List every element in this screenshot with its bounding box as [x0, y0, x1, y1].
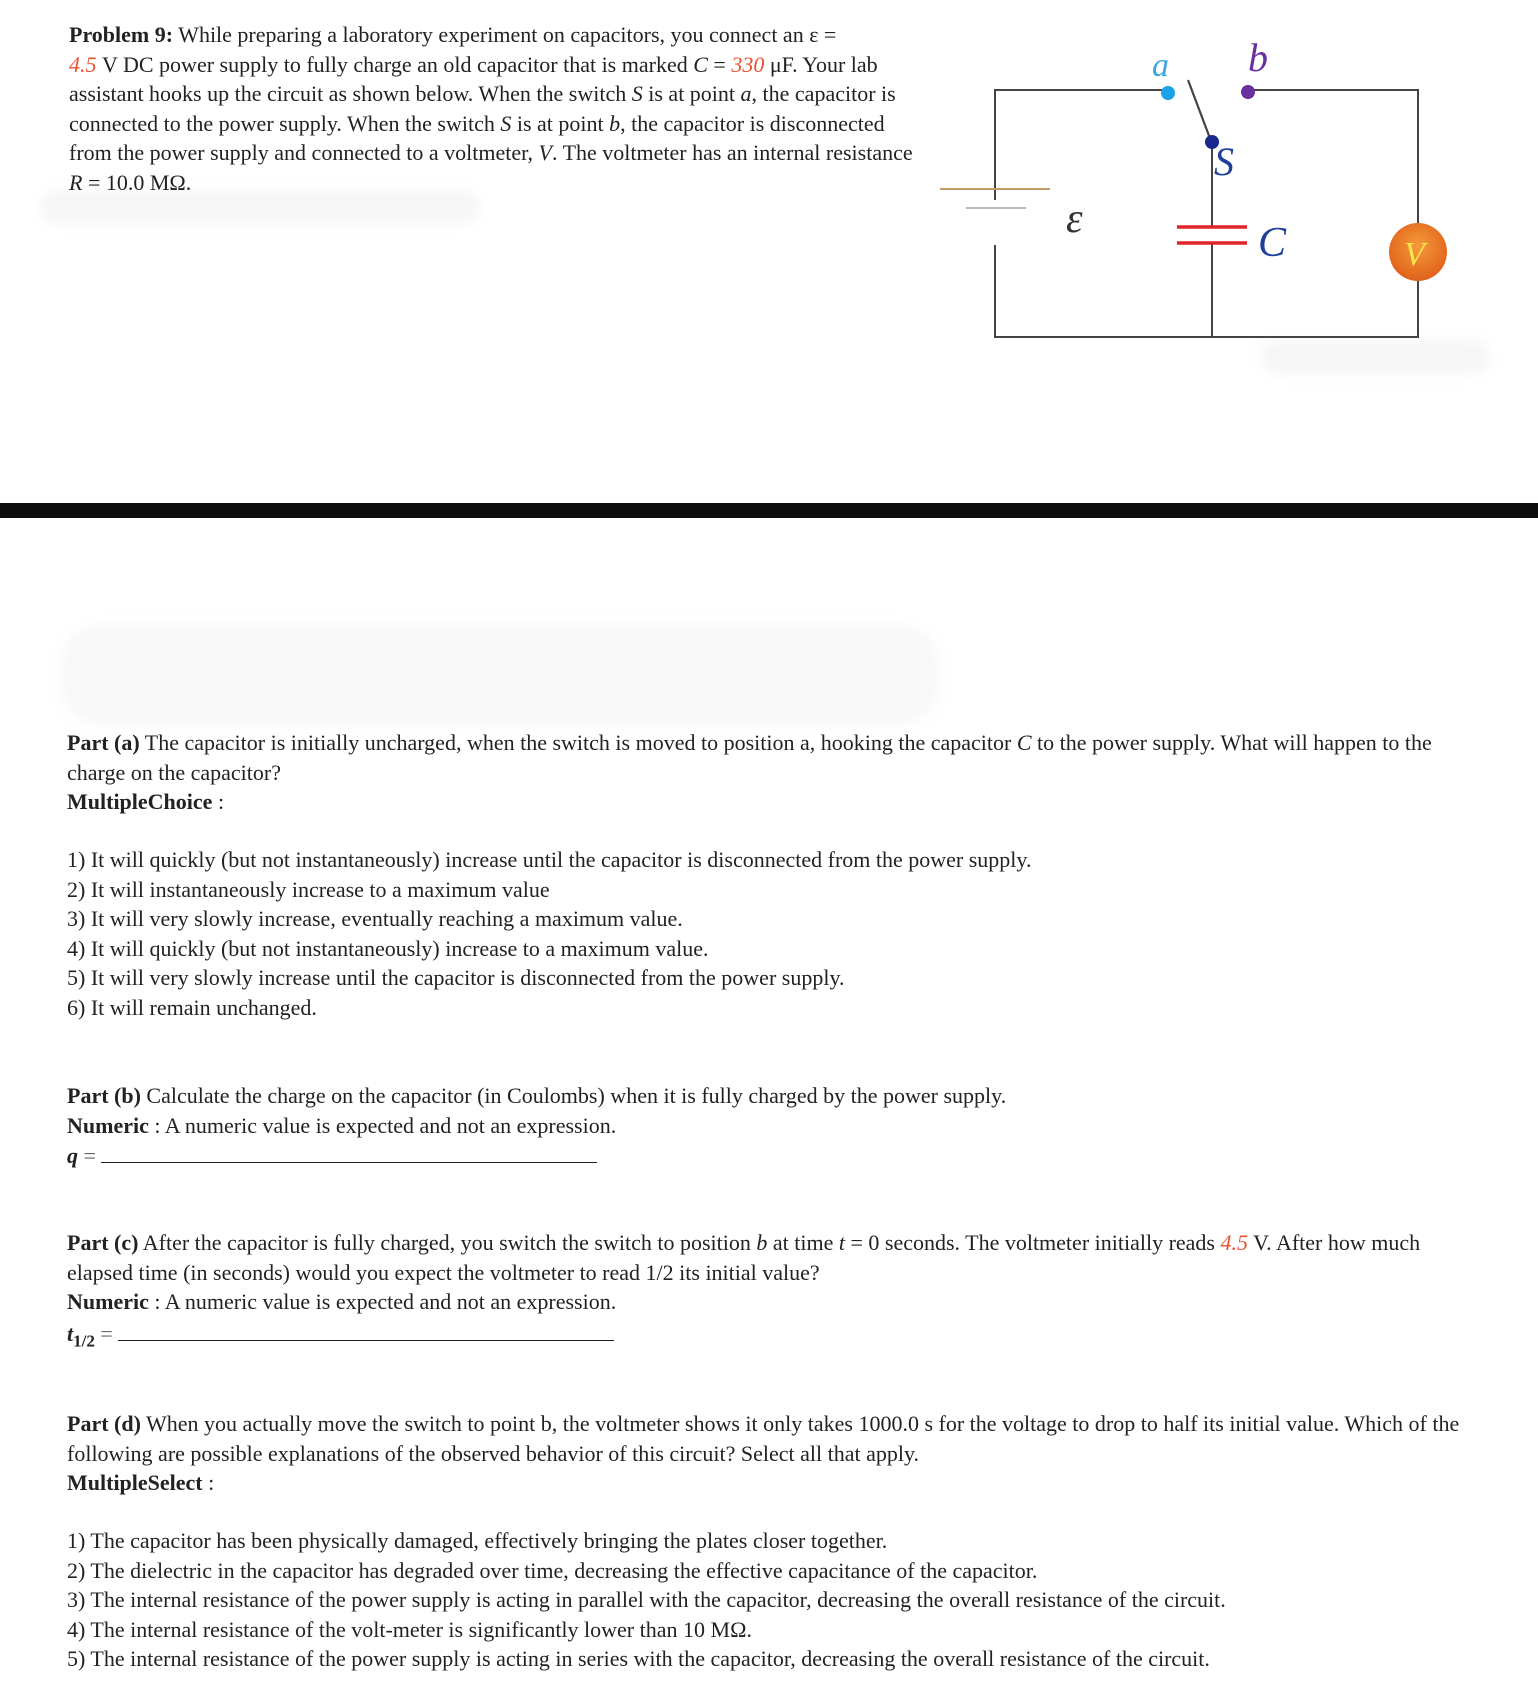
answer-symbol-q: q [67, 1143, 78, 1168]
part-d-options [67, 1526, 1487, 1674]
capacitance-value: 330 [731, 51, 765, 77]
part-b-label: Part (b) [67, 1083, 141, 1108]
part-d-prompt: Part (d) When you actually move the switch to point b, the voltmeter shows it only takes 1000.0 s for the voltage to drop to half its initial value. Which of the following are possible explanations of the observed behavior of this circuit? Select all that apply. MultipleSelect : [67, 1411, 1460, 1495]
section-divider [0, 503, 1538, 518]
select-option[interactable]: 3) The internal resistance of the power supply is acting in parallel with the capacitor, decreasing the overall resistance of the circuit. [67, 1587, 1226, 1613]
part-a-label: Part (a) [67, 730, 140, 755]
select-option[interactable]: 2) The dielectric in the capacitor has degraded over time, decreasing the effective capacitance of the capacitor. [67, 1557, 1038, 1583]
part-d-type: MultipleSelect [67, 1470, 203, 1495]
answer-input-t-half[interactable] [118, 1320, 614, 1341]
problem-title: Problem 9: [69, 22, 174, 47]
select-option[interactable]: 4) The internal resistance of the volt-meter is significantly lower than 10 MΩ. [67, 1616, 752, 1642]
node-b [1241, 85, 1255, 99]
select-option[interactable]: 5) The internal resistance of the power supply is acting in series with the capacitor, decreasing the overall resistance of the circuit. [67, 1646, 1210, 1672]
label-emf: ε [1066, 196, 1083, 242]
part-c-prompt: Part (c) After the capacitor is fully charged, you switch the switch to position b at time t = 0 seconds. The voltmeter initially reads 4.5 V. After how much elapsed time (in seconds) would you expect the voltmeter to read 1/2 its initial value? Numeric : A numeric value is expected and not an expression. [67, 1230, 1421, 1314]
part-c-answer-row: $t_{1/2}$ = [67, 1320, 614, 1351]
part-b-answer-row: q = [67, 1142, 597, 1169]
choice-option[interactable]: 2) It will instantaneously increase to a maximum value [67, 876, 550, 902]
choice-option[interactable]: 6) It will remain unchanged. [67, 994, 317, 1020]
emf-value: 4.5 [69, 51, 97, 77]
label-b: b [1248, 40, 1268, 80]
choice-option[interactable]: 1) It will quickly (but not instantaneously) increase until the capacitor is disconnected from the power supply. [67, 847, 1032, 872]
part-a-type: MultipleChoice [67, 789, 213, 814]
node-a [1161, 86, 1175, 100]
part-b-prompt: Part (b) Calculate the charge on the capacitor (in Coulombs) when it is fully charged by the power supply. Numeric : A numeric value is expected and not an expression. [67, 1083, 1007, 1138]
background-smudge [60, 625, 940, 725]
label-s: S [1214, 139, 1234, 184]
problem-statement: Problem 9: While preparing a laboratory experiment on capacitors, you connect an ε = 4.5 V DC power supply to fully charge an old capacitor that is marked C = 330 μF. Your lab assistant hooks up the circuit as shown below. When the switch S is at point a, the capacitor is connected to the power supply. When the switch S is at point b, the capacitor is disconnected from the power supply and connected to a voltmeter, V. The voltmeter has an internal resistance R = 10.0 MΩ. [69, 22, 913, 195]
choice-option[interactable]: 3) It will very slowly increase, eventually reaching a maximum value. [67, 906, 683, 932]
answer-input-q[interactable] [101, 1142, 597, 1163]
wire [995, 90, 1168, 200]
voltage-value: 4.5 [1220, 1230, 1248, 1255]
switch-arm [1188, 80, 1211, 141]
select-option[interactable]: 1) The capacitor has been physically damaged, effectively bringing the plates closer together. [67, 1528, 888, 1553]
answer-symbol-t: t [67, 1321, 74, 1346]
label-c: C [1258, 220, 1287, 266]
part-c-label: Part (c) [67, 1230, 139, 1255]
circuit-diagram [930, 40, 1450, 350]
part-a-options [67, 845, 1487, 1023]
part-a-prompt: Part (a) The capacitor is initially uncharged, when the switch is moved to position a, hooking the capacitor C to the power supply. What will happen to the charge on the capacitor? MultipleChoice : [67, 730, 1432, 814]
part-c-type: Numeric [67, 1289, 149, 1314]
choice-option[interactable]: 5) It will very slowly increase until the capacitor is disconnected from the power supply. [67, 965, 845, 991]
choice-option[interactable]: 4) It will quickly (but not instantaneously) increase to a maximum value. [67, 935, 709, 961]
part-b-type: Numeric [67, 1112, 149, 1138]
part-d-label: Part (d) [67, 1411, 141, 1436]
label-a: a [1152, 47, 1169, 84]
label-v: V [1404, 236, 1425, 273]
